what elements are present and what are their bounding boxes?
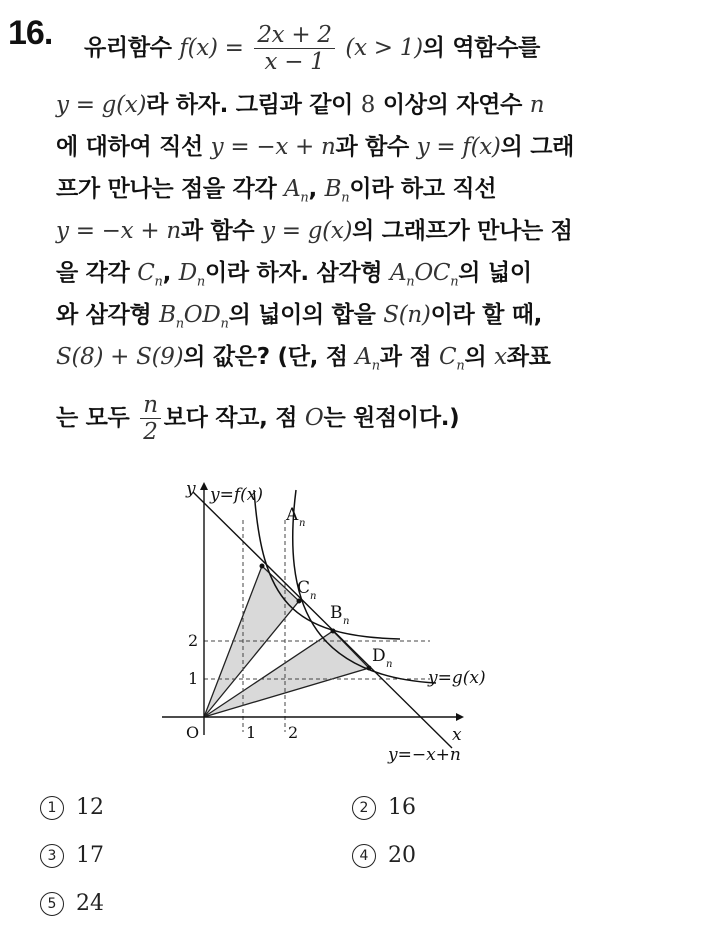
text: 보다 작고, 점 bbox=[163, 405, 298, 431]
math-fx: f(x) = bbox=[179, 35, 244, 61]
line-y-neg-x-plus-n bbox=[193, 492, 452, 748]
math-condition: (x > 1) bbox=[345, 35, 423, 61]
text: 을 각각 bbox=[56, 260, 130, 286]
text: 에 대하여 직선 bbox=[56, 134, 203, 160]
math-line: y = −x + n bbox=[56, 218, 181, 244]
fraction-numerator: 2x + 2 bbox=[254, 22, 334, 49]
fraction-numerator: n bbox=[140, 392, 161, 419]
math-number: 8 bbox=[360, 92, 376, 118]
point-Cn bbox=[297, 599, 302, 604]
choice-3[interactable] bbox=[40, 843, 104, 868]
math-Bn: $B_n$ bbox=[324, 176, 350, 206]
question-line-5 bbox=[56, 212, 573, 245]
math-Cn: $C_n$ bbox=[137, 260, 163, 290]
choice-1[interactable] bbox=[40, 795, 104, 820]
text: 라 하자. 그림과 같이 bbox=[146, 92, 354, 118]
label-An-sub: n bbox=[299, 518, 306, 529]
y-axis-arrow bbox=[200, 482, 208, 490]
math-gx: y = g(x) bbox=[262, 218, 353, 244]
label-Dn: D bbox=[372, 646, 386, 666]
math-O: O bbox=[304, 405, 324, 431]
fraction-denominator: 2 bbox=[143, 419, 158, 445]
text: 과 점 bbox=[379, 344, 432, 370]
label-Cn: C bbox=[297, 578, 311, 598]
fraction bbox=[140, 392, 161, 445]
math-fx: y = f(x) bbox=[416, 134, 501, 160]
question-line-2 bbox=[56, 86, 544, 119]
label-line: y=−x+n bbox=[388, 745, 461, 765]
choice-value: 20 bbox=[388, 843, 416, 868]
question-line-1 bbox=[84, 22, 540, 75]
question-line-6: 을 각각 $C_n$, $D_n$이라 하자. 삼각형 $A_nOC_n$의 넓이 bbox=[56, 260, 532, 290]
math-gx: y = g(x) bbox=[56, 92, 147, 118]
text: 이상의 자연수 bbox=[382, 92, 523, 118]
tick-x2: 2 bbox=[288, 723, 299, 742]
label-x-axis: x bbox=[452, 725, 462, 745]
question-number: 16. bbox=[8, 14, 53, 52]
question-line-7 bbox=[56, 296, 542, 332]
choice-value: 17 bbox=[76, 843, 104, 868]
graph-figure bbox=[0, 468, 704, 788]
choice-marker: 1 bbox=[40, 796, 64, 820]
choice-marker: 3 bbox=[40, 844, 64, 868]
choice-2[interactable] bbox=[352, 795, 416, 820]
math-line: y = −x + n bbox=[210, 134, 336, 160]
math-BnODn: $B_nOD_n$ bbox=[159, 302, 229, 332]
text: 의 값은? (단, 점 bbox=[183, 344, 348, 370]
text: 의 역함수를 bbox=[422, 35, 541, 61]
point-Bn bbox=[331, 629, 336, 634]
question-line-9 bbox=[56, 392, 459, 445]
text: 과 함수 bbox=[180, 218, 255, 244]
question-line-8 bbox=[56, 338, 551, 374]
fraction-denominator: x − 1 bbox=[264, 49, 325, 75]
tick-y1: 1 bbox=[188, 669, 199, 688]
text: 유리함수 bbox=[84, 35, 172, 61]
label-Cn-sub: n bbox=[310, 591, 317, 602]
choice-5[interactable] bbox=[40, 891, 104, 916]
math-n: n bbox=[529, 92, 545, 118]
tick-x1: 1 bbox=[246, 723, 257, 742]
math-x: x bbox=[494, 344, 507, 370]
math-Dn: $D_n$ bbox=[178, 260, 205, 290]
text: 과 함수 bbox=[335, 134, 409, 160]
fraction bbox=[254, 22, 334, 75]
point-An bbox=[260, 564, 265, 569]
label-origin: O bbox=[186, 723, 200, 742]
label-An: A bbox=[286, 505, 299, 525]
math-AnOCn: $A_nOC_n$ bbox=[389, 260, 459, 290]
text: 이라 하자. 삼각형 bbox=[204, 260, 383, 286]
label-Dn-sub: n bbox=[386, 659, 393, 670]
math-Cn: $C_n$ bbox=[439, 344, 465, 374]
math-An: $A_n$ bbox=[355, 344, 380, 374]
choice-marker: 4 bbox=[352, 844, 376, 868]
choice-value: 24 bbox=[76, 891, 104, 916]
label-Bn: B bbox=[330, 603, 343, 623]
question-line-3 bbox=[56, 128, 574, 161]
text: 프가 만나는 점을 각각 bbox=[56, 176, 277, 202]
tick-y2: 2 bbox=[188, 631, 199, 650]
x-axis-arrow bbox=[456, 713, 464, 721]
text: 는 원점이다.) bbox=[323, 405, 460, 431]
math-Sn: S(n) bbox=[383, 302, 431, 328]
math-sum: S(8) + S(9) bbox=[56, 344, 184, 370]
text: 좌표 bbox=[506, 344, 551, 370]
math-An: $A_n$ bbox=[284, 176, 309, 206]
choice-value: 16 bbox=[388, 795, 416, 820]
text: 의 넓이의 합을 bbox=[228, 302, 376, 328]
question-line-4: 프가 만나는 점을 각각 $A_n$, $B_n$이라 하고 직선 bbox=[56, 176, 497, 206]
label-Bn-sub: n bbox=[343, 616, 350, 627]
label-g: y=g(x) bbox=[428, 668, 486, 688]
text: 이라 하고 직선 bbox=[349, 176, 497, 202]
label-f: y=f(x) bbox=[210, 485, 263, 505]
text: 의 bbox=[464, 344, 487, 370]
text: 의 그래프가 만나는 점 bbox=[352, 218, 573, 244]
point-Dn bbox=[367, 666, 372, 671]
choice-marker: 2 bbox=[352, 796, 376, 820]
text: 의 그래 bbox=[500, 134, 575, 160]
choice-value: 12 bbox=[76, 795, 104, 820]
label-y-axis: y bbox=[186, 479, 196, 499]
text: 는 모두 bbox=[56, 405, 130, 431]
text: 의 넓이 bbox=[458, 260, 532, 286]
text: 이라 할 때, bbox=[430, 302, 543, 328]
choice-marker: 5 bbox=[40, 892, 64, 916]
choice-4[interactable] bbox=[352, 843, 416, 868]
text: 와 삼각형 bbox=[56, 302, 152, 328]
